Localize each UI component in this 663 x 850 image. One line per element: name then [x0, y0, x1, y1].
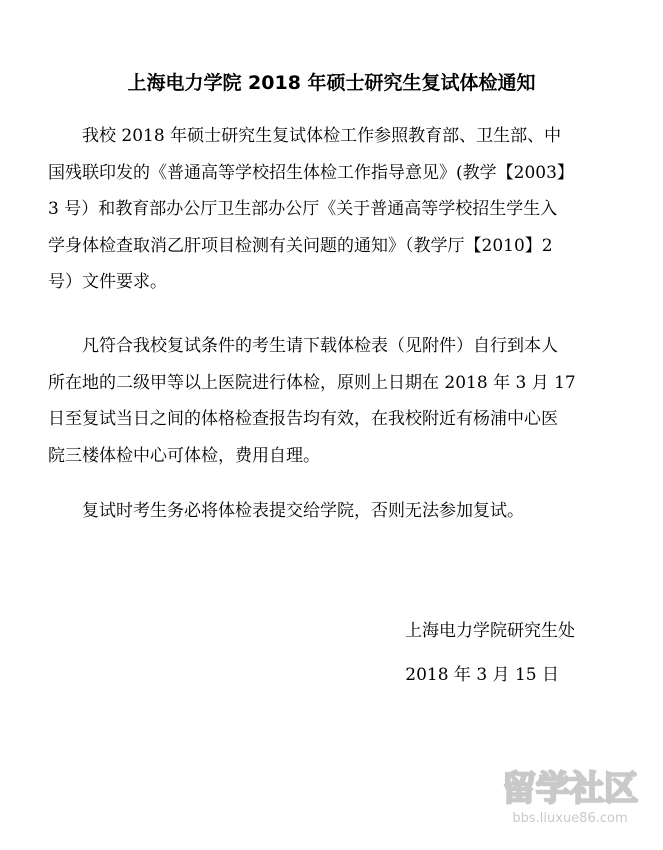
paragraph-1-line-3: 3 号）和教育部办公厅卫生部办公厅《关于普通高等学校招生学生入: [48, 199, 558, 219]
paragraph-1-line-4: 学身体检查取消乙肝项目检测有关问题的通知》（教学厅【2010】2: [48, 235, 553, 256]
notice-title: 上海电力学院 2018 年硕士研究生复试体检通知: [127, 72, 536, 94]
paragraph-1-line-2: 国残联印发的《普通高等学校招生体检工作指导意见》(教学【2003】: [48, 162, 574, 183]
watermark-text: 留学社区: [502, 769, 638, 809]
paragraph-2-line-1: 凡符合我校复试条件的考生请下载体检表（见附件）自行到本人: [82, 336, 558, 356]
paragraph-1-line-5: 号）文件要求。: [48, 272, 167, 292]
paragraph-2: [48, 328, 620, 474]
paragraph-3: [48, 493, 620, 530]
watermark-logo: [491, 762, 649, 828]
date: 2018 年 3 月 15 日: [405, 665, 559, 685]
paragraph-1-line-1: 我校 2018 年硕士研究生复试体检工作参照教育部、卫生部、中: [82, 126, 562, 146]
paragraph-1: [48, 118, 620, 301]
watermark-url: bbs.liuxue86.com: [512, 811, 628, 826]
paragraph-2-line-4: 院三楼体检中心可体检，费用自理。: [48, 445, 320, 466]
paragraph-2-line-3: 日至复试当日之间的体格检查报告均有效，在我校附近有杨浦中心医: [48, 409, 558, 429]
paragraph-2-line-2: 所在地的二级甲等以上医院进行体检，原则上日期在 2018 年 3 月 17: [48, 372, 576, 393]
paragraph-3-line-1: 复试时考生务必将体检表提交给学院，否则无法参加复试。: [82, 501, 524, 521]
signature: 上海电力学院研究生处: [405, 621, 575, 641]
